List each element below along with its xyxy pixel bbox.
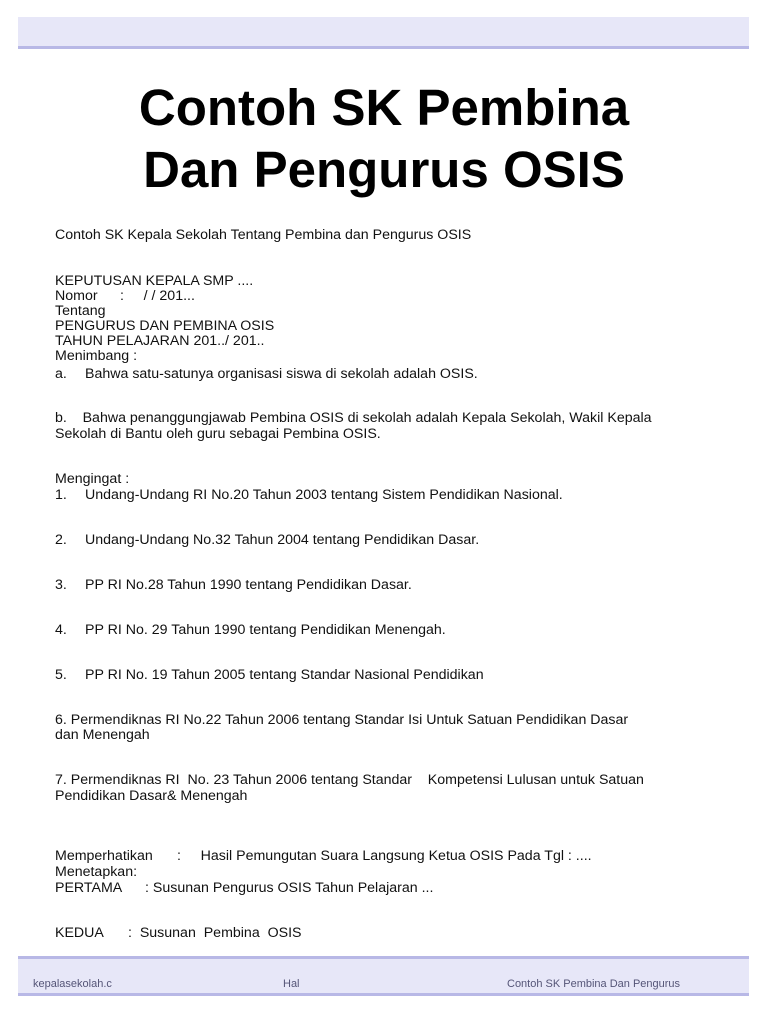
menimbang-heading: Menimbang : [55, 348, 138, 364]
mengingat-item-1-num: 1. [55, 487, 67, 503]
menetapkan-line: Menetapkan: [55, 864, 138, 880]
title-line-2: Dan Pengurus OSIS [143, 141, 625, 198]
mengingat-item-3-text: PP RI No.28 Tahun 1990 tentang Pendidikan Dasar. [85, 577, 412, 593]
memperhatikan-label: Memperhatikan [55, 848, 153, 864]
pertama-line [55, 881, 433, 896]
mengingat-item-4-num: 4. [55, 622, 67, 638]
pertama-value: : Susunan Pengurus OSIS Tahun Pelajaran ... [145, 880, 434, 896]
mengingat-item-5-num: 5. [55, 667, 67, 683]
mengingat-item-1 [55, 488, 563, 503]
tentang-line: Tentang [55, 303, 106, 319]
mengingat-item-4 [55, 623, 446, 638]
footer-doc-title: Contoh SK Pembina Dan Pengurus [507, 978, 681, 990]
kedua-label: KEDUA [55, 925, 104, 941]
menimbang-item-b-line-1: b. Bahwa penanggungjawab Pembina OSIS di sekolah adalah Kepala Sekolah, Wakil Kepala [55, 410, 652, 426]
mengingat-item-3-num: 3. [55, 577, 67, 593]
mengingat-item-6-line-2: dan Menengah [55, 727, 150, 743]
kedua-value: : Susunan Pembina OSIS [128, 925, 302, 941]
intro-line: Contoh SK Kepala Sekolah Tentang Pembina dan Pengurus OSIS [55, 227, 472, 243]
title-line-1: Contoh SK Pembina [138, 79, 630, 136]
mengingat-item-6-line-1: 6. Permendiknas RI No.22 Tahun 2006 tentang Standar Isi Untuk Satuan Pendidikan Dasar [55, 712, 629, 728]
pertama-label: PERTAMA [55, 880, 123, 896]
mengingat-item-5 [55, 668, 484, 683]
mengingat-item-2 [55, 533, 479, 548]
mengingat-item-7-line-1: 7. Permendiknas RI No. 23 Tahun 2006 tentang Standar Kompetensi Lulusan untuk Satuan [55, 772, 644, 788]
mengingat-item-3 [55, 578, 412, 593]
mengingat-item-4-text: PP RI No. 29 Tahun 1990 tentang Pendidikan Menengah. [85, 622, 446, 638]
page-header-band [18, 17, 749, 49]
mengingat-item-2-num: 2. [55, 532, 67, 548]
menimbang-item-a [55, 367, 478, 382]
footer-page-label: Hal [283, 978, 300, 990]
mengingat-item-5-text: PP RI No. 19 Tahun 2005 tentang Standar Nasional Pendidikan [85, 667, 484, 683]
menimbang-item-b-line-2: Sekolah di Bantu oleh guru sebagai Pembina OSIS. [55, 426, 381, 442]
mengingat-heading: Mengingat : [55, 471, 130, 487]
memperhatikan-value: : Hasil Pemungutan Suara Langsung Ketua OSIS Pada Tgl : .... [177, 848, 592, 864]
page-footer-band [18, 956, 749, 996]
subject-line-2: TAHUN PELAJARAN 201../ 201.. [55, 333, 265, 349]
menimbang-item-a-text: Bahwa satu-satunya organisasi siswa di sekolah adalah OSIS. [85, 366, 478, 382]
mengingat-item-2-text: Undang-Undang No.32 Tahun 2004 tentang Pendidikan Dasar. [85, 532, 480, 548]
mengingat-item-1-text: Undang-Undang RI No.20 Tahun 2003 tentang Sistem Pendidikan Nasional. [85, 487, 563, 503]
menimbang-item-a-num: a. [55, 366, 67, 382]
document-title [0, 77, 768, 201]
nomor-line [55, 289, 195, 304]
mengingat-item-7-line-2: Pendidikan Dasar& Menengah [55, 788, 248, 804]
subject-line-1: PENGURUS DAN PEMBINA OSIS [55, 318, 275, 334]
kedua-line [55, 926, 302, 941]
nomor-value: : / / 201... [120, 288, 195, 304]
keputusan-line: KEPUTUSAN KEPALA SMP .... [55, 273, 254, 289]
nomor-label: Nomor [55, 288, 98, 304]
memperhatikan-line [55, 849, 592, 864]
footer-site: kepalasekolah.c [33, 978, 112, 990]
